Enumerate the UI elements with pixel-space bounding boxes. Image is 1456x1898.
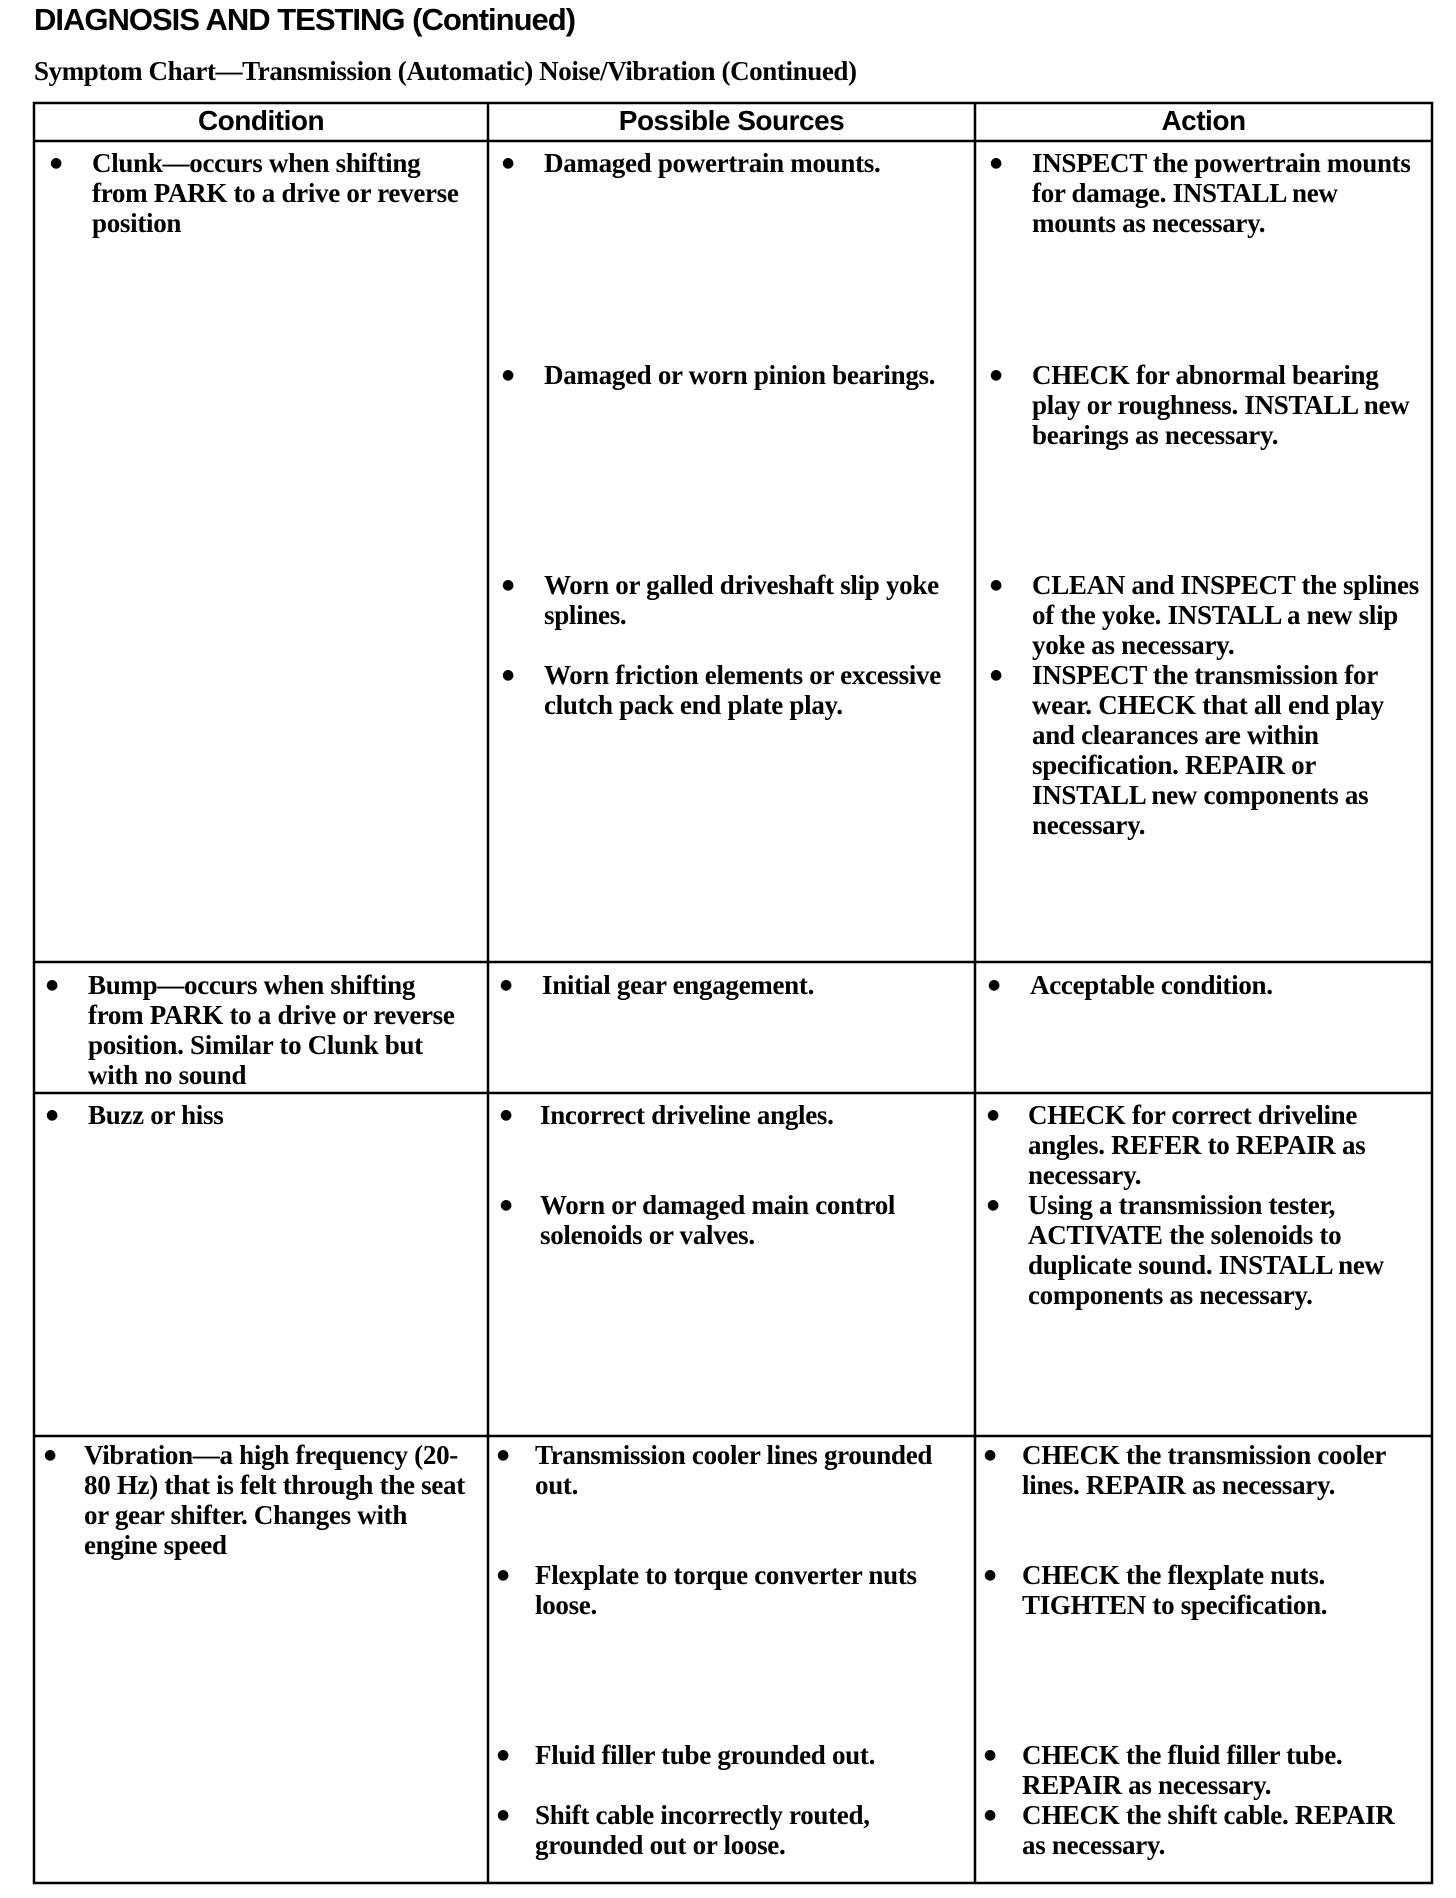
bullet-icon: ● (987, 1197, 1000, 1213)
action-item: INSPECT the powertrain mounts for damage. INSTALL new mounts as necessary. (1032, 148, 1411, 238)
source-item: Worn or galled driveshaft slip yoke splines. (544, 570, 939, 630)
source-item: Fluid filler tube grounded out. (535, 1740, 876, 1770)
source-item: Worn friction elements or excessive clutch pack end plate play. (544, 660, 941, 720)
bullet-icon: ● (46, 1107, 59, 1123)
source-item: Flexplate to torque converter nuts loose. (535, 1560, 917, 1620)
action-item: CHECK the transmission cooler lines. REPAIR as necessary. (1022, 1440, 1386, 1500)
action-item: Using a transmission tester, ACTIVATE the solenoids to duplicate sound. INSTALL new components as necessary. (1028, 1190, 1384, 1310)
action-item: Acceptable condition. (1030, 970, 1273, 1000)
column-header-possible-sources: Possible Sources (618, 105, 845, 136)
source-item: Incorrect driveline angles. (540, 1100, 834, 1130)
condition-cell: Buzz or hiss (88, 1100, 224, 1130)
bullet-icon: ● (497, 1807, 510, 1823)
bullet-icon: ● (497, 1747, 510, 1763)
source-item: Damaged or worn pinion bearings. (544, 360, 936, 390)
chart-title: Symptom Chart—Transmission (Automatic) Noise/Vibration (Continued) (34, 56, 857, 86)
bullet-icon: ● (502, 577, 515, 593)
source-item: Initial gear engagement. (542, 970, 815, 1000)
bullet-icon: ● (502, 667, 515, 683)
section-title: DIAGNOSIS AND TESTING (Continued) (34, 2, 576, 37)
source-item: Transmission cooler lines grounded out. (535, 1440, 933, 1500)
source-item: Worn or damaged main control solenoids or valves. (540, 1190, 896, 1250)
bullet-icon: ● (984, 1447, 997, 1463)
bullet-icon: ● (990, 367, 1003, 383)
bullet-icon: ● (500, 977, 513, 993)
condition-cell: Bump—occurs when shifting from PARK to a drive or reverse position. Similar to Clunk but with no sound (88, 970, 455, 1090)
bullet-icon: ● (987, 1107, 1000, 1123)
bullet-icon: ● (500, 1107, 513, 1123)
bullet-icon: ● (990, 667, 1003, 683)
bullet-icon: ● (502, 155, 515, 171)
bullet-icon: ● (497, 1447, 510, 1463)
bullet-icon: ● (497, 1567, 510, 1583)
bullet-icon: ● (502, 367, 515, 383)
action-item: CHECK for correct driveline angles. REFER to REPAIR as necessary. (1028, 1100, 1366, 1190)
source-item: Damaged powertrain mounts. (544, 148, 881, 178)
bullet-icon: ● (500, 1197, 513, 1213)
bullet-icon: ● (46, 977, 59, 993)
action-item: CHECK the flexplate nuts. TIGHTEN to specification. (1022, 1560, 1328, 1620)
action-item: CHECK for abnormal bearing play or roughness. INSTALL new bearings as necessary. (1032, 360, 1410, 450)
bullet-icon: ● (988, 977, 1001, 993)
column-header-action: Action (1161, 105, 1246, 136)
condition-cell: Clunk—occurs when shifting from PARK to a drive or reverse position (92, 148, 459, 238)
bullet-icon: ● (990, 577, 1003, 593)
action-item: CHECK the fluid filler tube. REPAIR as necessary. (1022, 1740, 1343, 1800)
bullet-icon: ● (990, 155, 1003, 171)
condition-cell: Vibration—a high frequency (20-80 Hz) that is felt through the seat or gear shifter. Changes with engine speed (84, 1440, 465, 1560)
bullet-icon: ● (984, 1747, 997, 1763)
action-item: CLEAN and INSPECT the splines of the yoke. INSTALL a new slip yoke as necessary. (1032, 570, 1419, 660)
bullet-icon: ● (44, 1447, 57, 1463)
bullet-icon: ● (50, 155, 63, 171)
bullet-icon: ● (984, 1807, 997, 1823)
column-header-condition: Condition (197, 105, 325, 136)
bullet-icon: ● (984, 1567, 997, 1583)
action-item: INSPECT the transmission for wear. CHECK that all end play and clearances are within specification. REPAIR or INSTALL new components as necessary. (1032, 660, 1384, 840)
action-item: CHECK the shift cable. REPAIR as necessary. (1022, 1800, 1395, 1860)
source-item: Shift cable incorrectly routed, grounded out or loose. (535, 1800, 870, 1860)
